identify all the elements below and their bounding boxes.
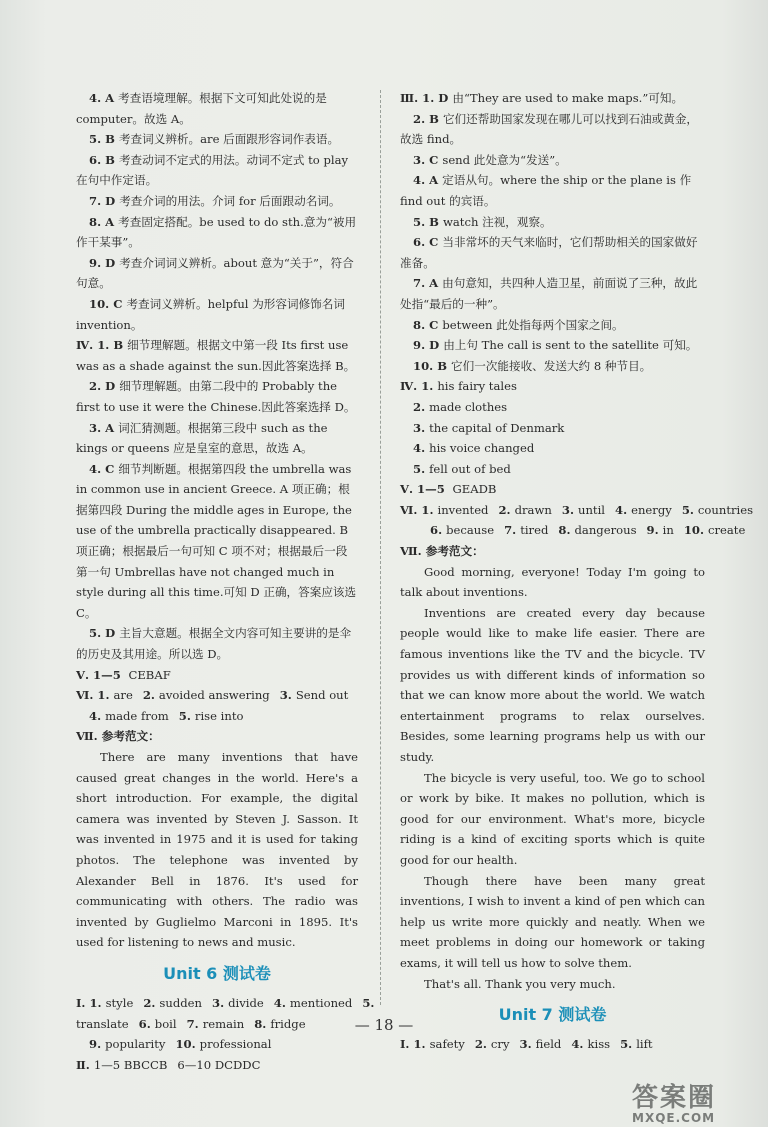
answer-item: 8. A 考查固定搭配。be used to do sth.意为“被用作干某事”。 bbox=[76, 214, 357, 250]
answer-item: 7. D 考查介词的用法。介词 for 后面跟动名词。 bbox=[89, 193, 341, 208]
watermark-url: MXQE.COM bbox=[632, 1111, 716, 1125]
sample-paragraph: There are many inventions that have caused great changes in the world. Here's a short introduction. For example, the digital camera was invented by Steven J. Sasson. It was invented in 1975 and it is used for taking photos. The telephone was invented by Alexander Bell in 1876. It's used for communicating with others. The radio was invented by Guglielmo Marconi in 1895. It's used for listening to news and music. bbox=[76, 750, 358, 950]
answer-item: 5. fell out of bed bbox=[413, 461, 511, 476]
sample-essay bbox=[400, 562, 705, 994]
sample-essay bbox=[76, 747, 358, 953]
right-column bbox=[400, 88, 754, 1055]
answer-item: 6. C 当非常坏的天气来临时，它们帮助相关的国家做好准备。 bbox=[400, 235, 698, 270]
sample-paragraph: Though there have been many great inventions, I wish to invent a kind of pen which can help us write more quickly and neatly. When we meet problems in doing our homework or taking exams, it will tell us how to solve them. bbox=[400, 873, 705, 970]
page-number: — 18 — bbox=[354, 1016, 414, 1034]
answer-row: Ⅵ. 1. are 2. avoided answering 3. Send out bbox=[76, 688, 349, 703]
answer-item: 9. D 由上句 The call is sent to the satellite 可知。 bbox=[413, 338, 698, 353]
answer-item: 7. A 由句意知，共四种人造卫星，前面说了三种，故此处指“最后的一种”。 bbox=[400, 276, 698, 311]
answer-item: 3. C send 此处意为“发送”。 bbox=[413, 152, 567, 167]
answer-item: Ⅳ. 1. B 细节理解题。根据文中第一段 Its first use was as a shade against the sun.因此答案选择 B。 bbox=[76, 338, 356, 373]
answer-row: Ⅰ. 1. style 2. sudden 3. divide 4. mentioned 5. bbox=[76, 995, 375, 1010]
sample-heading: Ⅶ. 参考范文： bbox=[76, 729, 160, 744]
answer-item: 5. B watch 注视，观察。 bbox=[413, 214, 552, 229]
section-4-left bbox=[76, 335, 358, 665]
section-6-left bbox=[76, 685, 358, 726]
answer-item: 5. B 考查词义辨析。are 后面跟形容词作表语。 bbox=[89, 132, 340, 147]
answer-item: 6. B 考查动词不定式的用法。动词不定式 to play 在句中作定语。 bbox=[76, 152, 349, 188]
answer-item: Ⅳ. 1. his fairy tales bbox=[400, 379, 517, 394]
watermark-logo bbox=[632, 1084, 760, 1124]
answer-item: 4. his voice changed bbox=[413, 441, 535, 456]
sample-paragraph: Inventions are created every day because people would like to make life easier. There are famous inventions like the TV and the bicycle. TV provides us with different kinds of information so that we can know more about the world. We watch entertainment programs to relax ourselves. Besides, some learning programs help us with our study. bbox=[400, 605, 705, 764]
column-divider bbox=[380, 90, 381, 1005]
section-7-left bbox=[76, 726, 358, 953]
answer-item: 4. C 细节判断题。根据第四段 the umbrella was in common use in ancient Greece. A 项正确；根据第四段 During the middle ages in Europe, the use of the umbrella practically disappeared. B 项正确；根据最后一句可知 C 项不对；根据最后一段第一句 Umbrellas have not changed much in style during all this time.可知 D 正确，答案应该选 C。 bbox=[76, 461, 357, 620]
unit-6-title: Unit 6 测试卷 bbox=[163, 963, 271, 983]
section-4-right bbox=[400, 376, 705, 479]
left-column bbox=[76, 88, 375, 1075]
section-3-left bbox=[76, 88, 358, 335]
answer-row: 9. popularity 10. professional bbox=[89, 1037, 272, 1052]
sample-paragraph: Good morning, everyone! Today I'm going to talk about inventions. bbox=[400, 564, 705, 600]
answer-item: 2. made clothes bbox=[413, 399, 508, 414]
section-5-right: Ⅴ. 1—5 GEADB bbox=[400, 482, 497, 497]
answer-item: 10. C 考查词义辨析。helpful 为形容词修饰名词 invention。 bbox=[76, 296, 345, 332]
sample-paragraph: The bicycle is very useful, too. We go to school or work by bike. It makes no pollution, which is good for our environment. What's more, bicycle riding is a kind of exciting sports which is quite good for our health. bbox=[400, 770, 705, 867]
answer-item: 4. A 考查语境理解。根据下文可知此处说的是computer。故选 A。 bbox=[76, 91, 327, 126]
answer-item: 10. B 它们一次能接收、发送大约 8 种节目。 bbox=[413, 358, 652, 373]
answer-item: 5. D 主旨大意题。根据全文内容可知主要讲的是伞的历史及其用途。所以选 D。 bbox=[76, 626, 352, 662]
section-3-right bbox=[400, 88, 705, 376]
sample-heading: Ⅶ. 参考范文： bbox=[400, 544, 484, 559]
answer-row: 4. made from 5. rise into bbox=[89, 708, 244, 723]
answer-item: 9. D 考查介词词义辨析。about 意为“关于”，符合句意。 bbox=[76, 255, 354, 291]
answer-row: Ⅵ. 1. invented 2. drawn 3. until 4. energy 5. countries bbox=[400, 502, 754, 517]
answer-row: translate 6. boil 7. remain 8. fridge bbox=[76, 1016, 306, 1031]
watermark-text: 答案圈 bbox=[632, 1083, 717, 1113]
answer-row: 6. because 7. tired 8. dangerous 9. in 10. create bbox=[430, 523, 746, 538]
answer-item: 4. A 定语从句。where the ship or the plane is 作 find out 的宾语。 bbox=[400, 173, 692, 208]
answer-item: 2. B 它们还帮助国家发现在哪儿可以找到石油或黄金，故选 find。 bbox=[400, 111, 699, 147]
answer-item: 3. the capital of Denmark bbox=[413, 420, 565, 435]
unit-7-title: Unit 7 测试卷 bbox=[498, 1005, 607, 1025]
answer-item: Ⅲ. 1. D 由“They are used to make maps.”可知。 bbox=[400, 91, 684, 105]
unit-6-section-2: Ⅱ. 1—5 BBCCB 6—10 DCDDC bbox=[76, 1057, 261, 1072]
unit-7-section-1: Ⅰ. 1. safety 2. cry 3. field 4. kiss 5. lift bbox=[400, 1037, 653, 1052]
section-7-right bbox=[400, 541, 705, 994]
answer-item: 8. C between 此处指每两个国家之间。 bbox=[413, 317, 624, 332]
answer-item: 3. A 词汇猜测题。根据第三段中 such as the kings or queens 应是皇室的意思，故选 A。 bbox=[76, 420, 328, 456]
answer-item: 2. D 细节理解题。由第二段中的 Probably the first to use it were the Chinese.因此答案选择 D。 bbox=[76, 379, 356, 414]
section-6-right bbox=[400, 500, 754, 541]
sample-paragraph: That's all. Thank you very much. bbox=[424, 976, 616, 991]
section-5-left: Ⅴ. 1—5 CEBAF bbox=[76, 667, 171, 682]
